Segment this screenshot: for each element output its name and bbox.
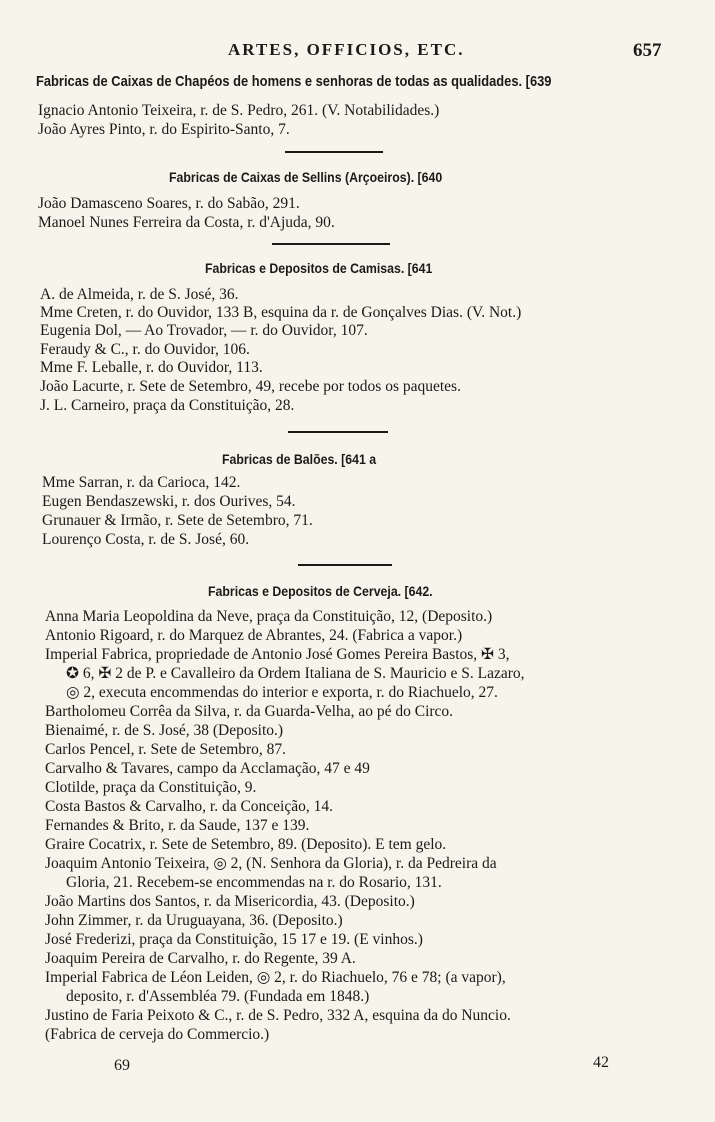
list-item: Bartholomeu Corrêa da Silva, r. da Guarda-Velha, ao pé do Circo. — [45, 703, 454, 720]
section-divider — [288, 431, 388, 433]
section-divider — [285, 151, 383, 153]
list-item: Mme Sarran, r. da Carioca, 142. — [42, 474, 241, 491]
list-item: Feraudy & C., r. do Ouvidor, 106. — [40, 341, 250, 358]
list-item: Antonio Rigoard, r. do Marquez de Abrantes, 24. (Fabrica a vapor.) — [45, 627, 463, 644]
list-item: João Ayres Pinto, r. do Espirito-Santo, 7. — [38, 121, 290, 138]
section-heading-baloes: Fabricas de Balões. [641 a — [222, 451, 377, 467]
list-item: Eugen Bendaszewski, r. dos Ourives, 54. — [42, 493, 296, 510]
section-divider — [298, 564, 392, 566]
list-item: Manoel Nunes Ferreira da Costa, r. d'Ajuda, 90. — [38, 214, 335, 231]
list-item: Grunauer & Irmão, r. Sete de Setembro, 71. — [42, 512, 313, 529]
list-item: Bienaimé, r. de S. José, 38 (Deposito.) — [45, 722, 284, 739]
list-item: Carvalho & Tavares, campo da Acclamação, 47 e 49 — [45, 760, 370, 777]
list-item: Joaquim Antonio Teixeira, ◎ 2, (N. Senhora da Gloria), r. da Pedreira da — [45, 855, 497, 872]
list-item-continuation: deposito, r. d'Assembléa 79. (Fundada em 1848.) — [66, 988, 370, 1005]
list-item: Anna Maria Leopoldina da Neve, praça da Constituição, 12, (Deposito.) — [45, 608, 493, 625]
list-item: Eugenia Dol, — Ao Trovador, — r. do Ouvidor, 107. — [40, 322, 368, 339]
list-item: João Lacurte, r. Sete de Setembro, 49, recebe por todos os paquetes. — [40, 378, 461, 395]
list-item: Lourenço Costa, r. de S. José, 60. — [42, 531, 250, 548]
list-item: João Martins dos Santos, r. da Misericordia, 43. (Deposito.) — [45, 893, 415, 910]
section-heading-sellins: Fabricas de Caixas de Sellins (Arçoeiros). [640 — [169, 169, 443, 185]
list-item: Clotilde, praça da Constituição, 9. — [45, 779, 257, 796]
list-item: Imperial Fabrica, propriedade de Antonio José Gomes Pereira Bastos, ✠ 3, — [45, 646, 510, 663]
section-heading-camisas: Fabricas e Depositos de Camisas. [641 — [205, 260, 433, 276]
list-item-continuation: ◎ 2, executa encommendas do interior e exporta, r. do Riachuelo, 27. — [66, 684, 498, 701]
page-header — [0, 40, 715, 64]
page-number: 657 — [633, 40, 662, 61]
list-item-continuation: (Fabrica de cerveja do Commercio.) — [45, 1026, 270, 1043]
signature-mark-left: 69 — [114, 1057, 130, 1074]
list-item: J. L. Carneiro, praça da Constituição, 28. — [40, 397, 295, 414]
list-item-continuation: ✪ 6, ✠ 2 de P. e Cavalleiro da Ordem Italiana de S. Mauricio e S. Lazaro, — [66, 665, 525, 682]
list-item: Ignacio Antonio Teixeira, r. de S. Pedro, 261. (V. Notabilidades.) — [38, 102, 440, 119]
list-item: João Damasceno Soares, r. do Sabão, 291. — [38, 195, 300, 212]
list-item: Joaquim Pereira de Carvalho, r. do Regente, 39 A. — [45, 950, 356, 967]
list-item: Justino de Faria Peixoto & C., r. de S. Pedro, 332 A, esquina da do Nuncio. — [45, 1007, 511, 1024]
list-item-continuation: Gloria, 21. Recebem-se encommendas na r. do Rosario, 131. — [66, 874, 442, 891]
list-item: José Frederizi, praça da Constituição, 15 17 e 19. (E vinhos.) — [45, 931, 423, 948]
list-item: A. de Almeida, r. de S. José, 36. — [40, 286, 239, 303]
section-divider — [272, 243, 390, 245]
list-item: Graire Cocatrix, r. Sete de Setembro, 89. (Deposito). E tem gelo. — [45, 836, 447, 853]
list-item: Costa Bastos & Carvalho, r. da Conceição, 14. — [45, 798, 333, 815]
running-title: ARTES, OFFICIOS, ETC. — [228, 40, 465, 59]
section-heading-cerveja: Fabricas e Depositos de Cerveja. [642. — [208, 583, 433, 599]
list-item: Fernandes & Brito, r. da Saude, 137 e 139. — [45, 817, 310, 834]
list-item: Mme F. Leballe, r. do Ouvidor, 113. — [40, 359, 263, 376]
list-item: Mme Creten, r. do Ouvidor, 133 B, esquina da r. de Gonçalves Dias. (V. Not.) — [40, 304, 522, 321]
signature-mark-right: 42 — [593, 1054, 609, 1071]
list-item: John Zimmer, r. da Uruguayana, 36. (Deposito.) — [45, 912, 343, 929]
section-heading-chapeos: Fabricas de Caixas de Chapéos de homens e senhoras de todas as qualidades. [639 — [36, 73, 552, 90]
list-item: Imperial Fabrica de Léon Leiden, ◎ 2, r. do Riachuelo, 76 e 78; (a vapor), — [45, 969, 506, 986]
list-item: Carlos Pencel, r. Sete de Setembro, 87. — [45, 741, 287, 758]
